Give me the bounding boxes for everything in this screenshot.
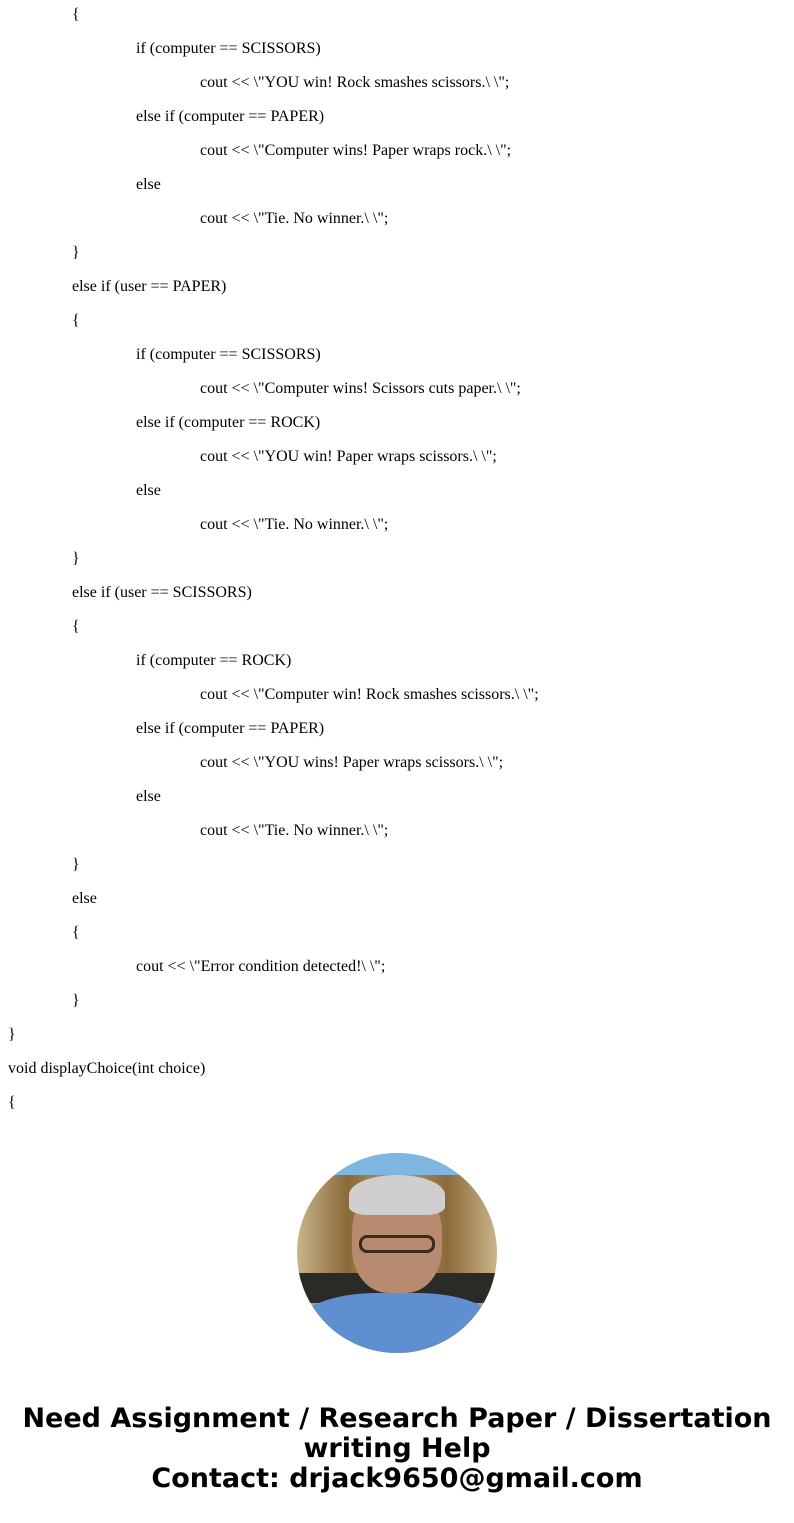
code-line: if (computer == ROCK)	[136, 652, 292, 669]
code-line: }	[72, 856, 80, 873]
code-line: {	[72, 924, 80, 941]
code-line: else if (computer == PAPER)	[136, 108, 325, 125]
banner-contact-email: Contact: drjack9650@gmail.com	[151, 1463, 643, 1494]
code-line: else	[136, 482, 161, 499]
code-line: else if (user == PAPER)	[72, 278, 227, 295]
code-line: else	[136, 176, 161, 193]
code-line: {	[8, 1094, 16, 1111]
photo-shirt	[297, 1293, 497, 1353]
code-line: else if (user == SCISSORS)	[72, 584, 252, 601]
photo-glasses	[359, 1235, 435, 1253]
code-line: cout << \"Tie. No winner.\ \";	[200, 822, 389, 839]
code-line: else if (computer == PAPER)	[136, 720, 325, 737]
code-line: if (computer == SCISSORS)	[136, 346, 321, 363]
code-line: void displayChoice(int choice)	[8, 1060, 206, 1077]
code-line: if (computer == SCISSORS)	[136, 40, 321, 57]
code-line: cout << \"Tie. No winner.\ \";	[200, 210, 389, 227]
banner-line-2: writing Help	[303, 1433, 491, 1464]
banner-line-1: Need Assignment / Research Paper / Dissertation	[22, 1403, 772, 1434]
author-photo	[297, 1153, 497, 1353]
code-line: cout << \"Error condition detected!\ \";	[136, 958, 386, 975]
code-line: {	[72, 6, 80, 23]
code-line: }	[72, 992, 80, 1009]
code-line: }	[8, 1026, 16, 1043]
code-line: cout << \"Computer wins! Paper wraps rock.\ \";	[200, 142, 512, 159]
code-line: {	[72, 618, 80, 635]
code-line: cout << \"YOU win! Rock smashes scissors.\ \";	[200, 74, 510, 91]
code-line: else if (computer == ROCK)	[136, 414, 321, 431]
code-line: cout << \"Computer win! Rock smashes scissors.\ \";	[200, 686, 539, 703]
code-line: cout << \"YOU wins! Paper wraps scissors.\ \";	[200, 754, 504, 771]
code-line: }	[72, 244, 80, 261]
code-line: else	[72, 890, 97, 907]
code-line: else	[136, 788, 161, 805]
code-line: }	[72, 550, 80, 567]
code-line: cout << \"Computer wins! Scissors cuts paper.\ \";	[200, 380, 521, 397]
code-line: cout << \"Tie. No winner.\ \";	[200, 516, 389, 533]
photo-background	[297, 1153, 497, 1175]
photo-hair	[349, 1175, 445, 1215]
code-line: {	[72, 312, 80, 329]
contact-banner	[0, 1404, 794, 1494]
code-line: cout << \"YOU win! Paper wraps scissors.\ \";	[200, 448, 497, 465]
